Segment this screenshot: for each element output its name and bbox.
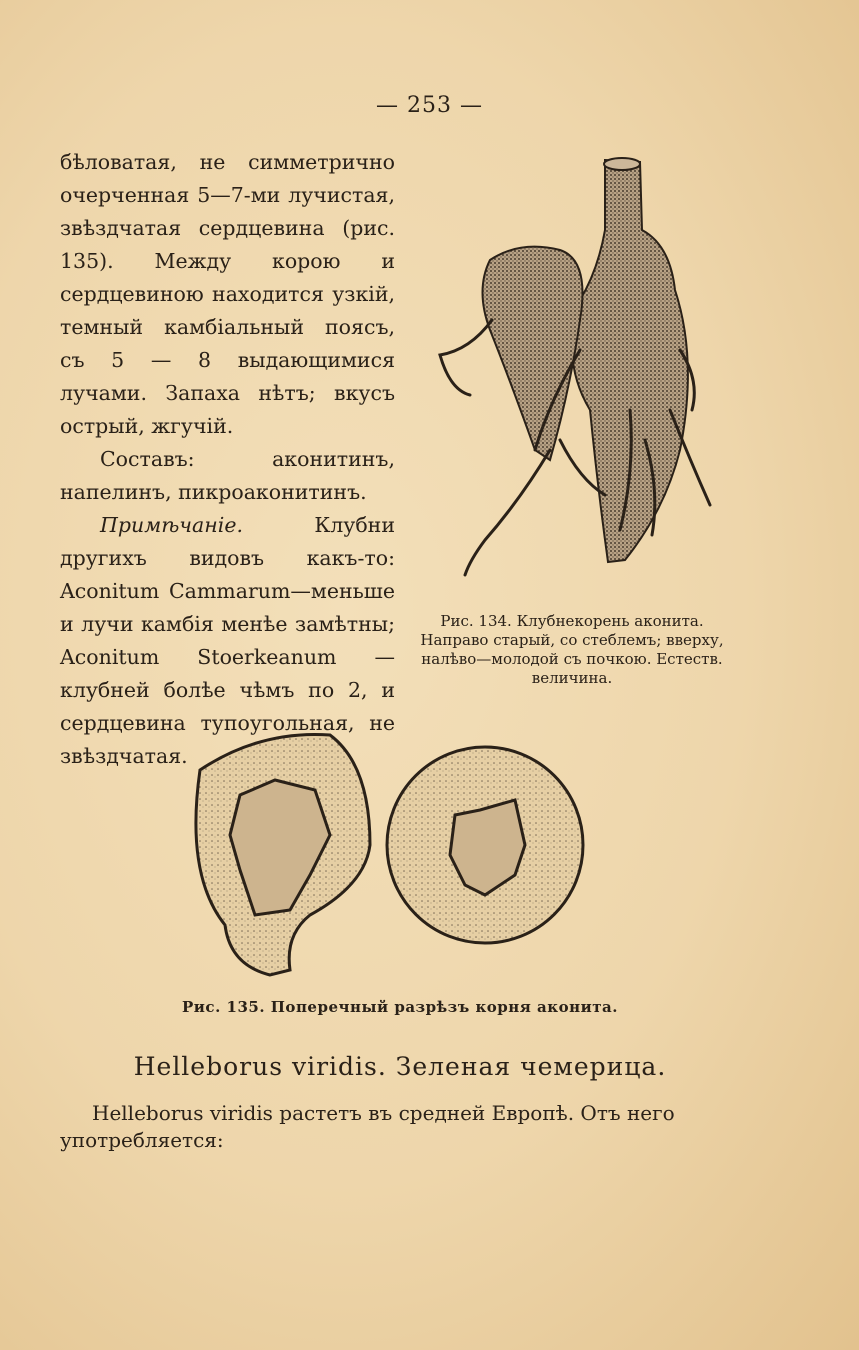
paragraph-composition: Составъ: аконитинъ, напелинъ, пикроаконитинъ. bbox=[60, 447, 395, 504]
old-tuber-with-stem bbox=[572, 160, 688, 562]
stem-top bbox=[604, 158, 640, 170]
section-heading: Helleborus viridis. Зеленая чемерица. bbox=[133, 1052, 667, 1081]
section-paragraph-text: Helleborus viridis растетъ въ средней Европѣ. Отъ него употребляется: bbox=[60, 1101, 675, 1152]
figure-135-root-cross-sections bbox=[180, 725, 600, 985]
young-tuber-with-bud bbox=[483, 247, 583, 460]
note-text: Клубни другихъ видовъ какъ-то: Aconitum Cammarum—меньше и лучи камбія менѣе замѣтны; Aconitum Stoerkeanum — клубней болѣе чѣмъ по 2, и сердцевина тупоугольная, не звѣздчатая. bbox=[60, 513, 395, 768]
left-text-column bbox=[60, 146, 395, 773]
section-paragraph bbox=[60, 1100, 740, 1154]
figure-134-aconite-tuber-drawing bbox=[430, 150, 720, 590]
figure-134-caption: Рис. 134. Клубнекорень аконита. Направо старый, со стеблемъ; вверху, налѣво—молодой съ почкою. Естеств. величина. bbox=[420, 612, 724, 687]
note-label: Примѣчаніе. bbox=[100, 513, 243, 537]
page-number: — 253 — bbox=[376, 93, 483, 118]
paragraph-root-description: бѣловатая, не симметрично очерченная 5—7-ми лучистая, звѣздчатая сердцевина (рис. 135). Между корою и сердцевиною находится узкій, темный камбіальный поясъ, съ 5 — 8 выдающимися лучами. Запаха нѣтъ; вкусъ острый, жгучій. bbox=[60, 150, 395, 438]
figure-135-caption: Рис. 135. Поперечный разрѣзъ корня аконита. bbox=[182, 998, 618, 1016]
